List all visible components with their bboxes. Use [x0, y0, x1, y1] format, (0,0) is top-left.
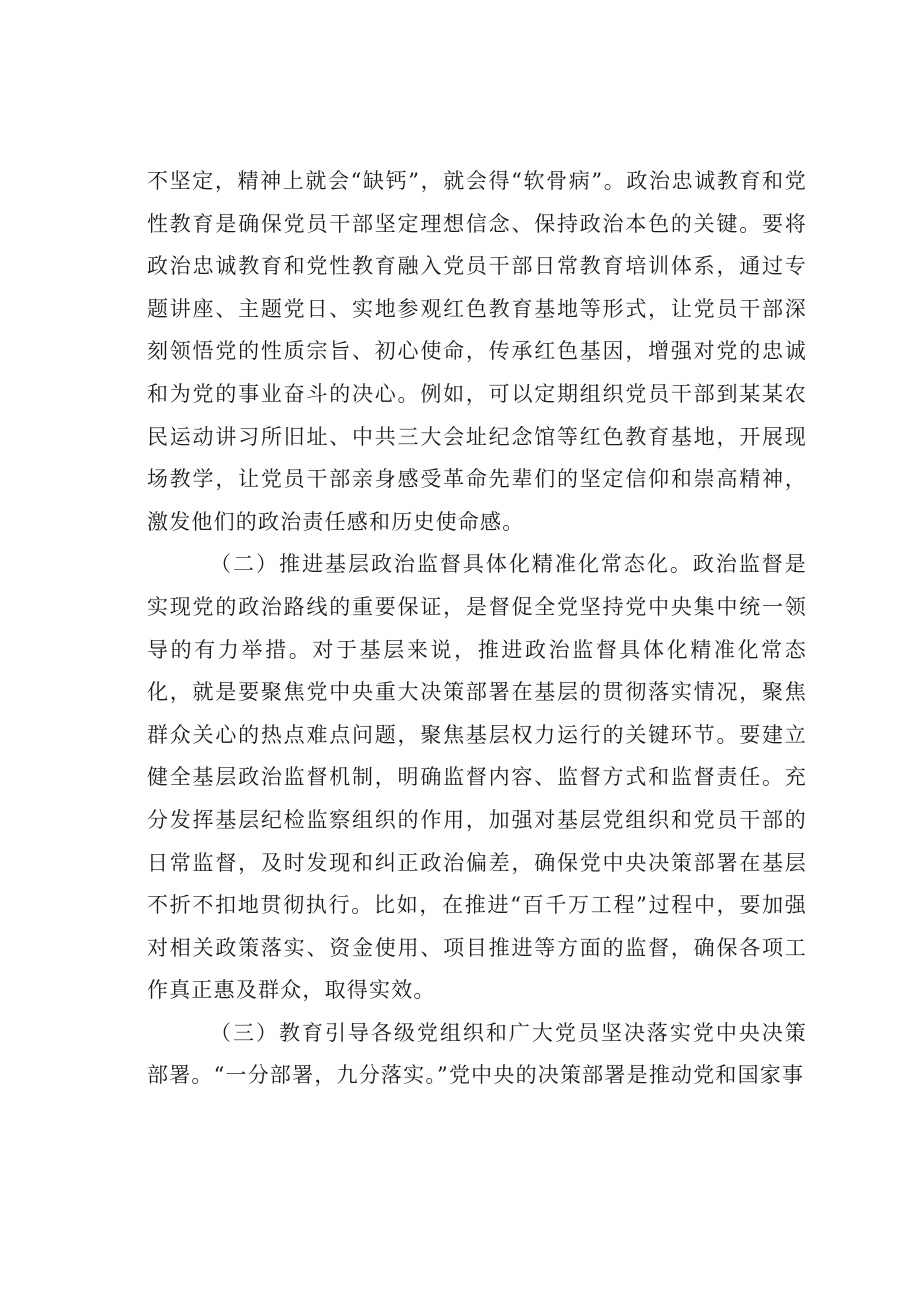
paragraph-implementation: （三）教育引导各级党组织和广大党员坚决落实党中央决策部署。“一分部署，九分落实。”党中央的决策部署是推动党和国家事 — [147, 1020, 807, 1088]
paragraph-political-education: 不坚定，精神上就会“缺钙”，就会得“软骨病”。政治忠诚教育和党性教育是确保党员干部坚定理想信念、保持政治本色的关键。要将政治忠诚教育和党性教育融入党员干部日常教育培训体系，通过专题讲座、主题党日、实地参观红色教育基地等形式，让党员干部深刻领悟党的性质宗旨、初心使命，传承红色基因，增强对党的忠诚和为党的事业奋斗的决心。例如，可以定期组织党员干部到某某农民运动讲习所旧址、中共三大会址纪念馆等红色教育基地，开展现场教学，让党员干部亲身感受革命先辈们的坚定信仰和崇高精神，激发他们的政治责任感和历史使命感。 — [147, 169, 807, 534]
paragraph-political-supervision: （二）推进基层政治监督具体化精准化常态化。政治监督是实现党的政治路线的重要保证，是督促全党坚持党中央集中统一领导的有力举措。对于基层来说，推进政治监督具体化精准化常态化，就是要聚焦党中央重大决策部署在基层的贯彻落实情况，聚焦群众关心的热点难点问题，聚焦基层权力运行的关键环节。要建立健全基层政治监督机制，明确监督内容、监督方式和监督责任。充分发挥基层纪检监察组织的作用，加强对基层党组织和党员干部的日常监督，及时发现和纠正政治偏差，确保党中央决策部署在基层不折不扣地贯彻执行。比如，在推进“百千万工程”过程中，要加强对相关政策落实、资金使用、项目推进等方面的监督，确保各项工作真正惠及群众，取得实效。 — [147, 552, 807, 1003]
document-body — [147, 160, 807, 1097]
